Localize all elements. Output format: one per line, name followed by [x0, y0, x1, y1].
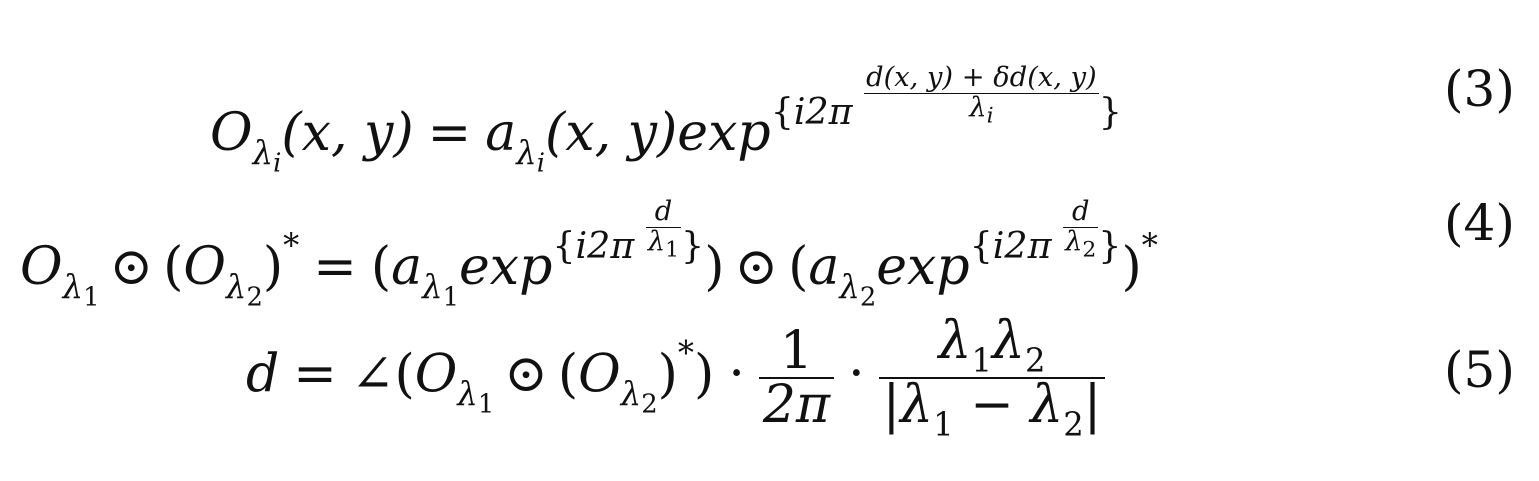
eq4-exponent-1: {i2π d λ1 }: [552, 196, 705, 267]
equation-5-body: $d = \angle(O_{\lambda_1}⊙$ $(O_{\lambda_2})^*$) · $\frac{1}{2\pi}$ · $\frac{\lambda_1\lambda_2}{|\lambda_1 - \lambda_2|}$: [246, 315, 1105, 441]
eq3-exp: exp: [677, 103, 771, 164]
equation-4-body: $O_{\lambda_1}⊙$ $(O_{\lambda_2})^* = (a_{\lambda_1}\exp^{\{i2\pi \frac{d}{\lambda_1} \}})$ ⊙ $(a_{\lambda_2}\exp^{\{i2\pi \frac{d}{\lambda_2} \}})^*$: [20, 196, 1158, 313]
equation-number-3: (3): [1444, 60, 1515, 118]
eq3-xy-right: (x, y): [544, 103, 678, 164]
eq3-equals: =: [427, 103, 472, 164]
equation-3-body: $O_{\lambda_i}(x$, $y) = a_{\lambda_i}(x$, $y)\exp^{\{i2\pi \frac{d(x, y) + \delta d(x, y)}{\lambda_i} \}}$: [210, 62, 1122, 179]
eq5-fraction-1: $\frac{1}{2\pi}$: [759, 325, 834, 431]
eq5-angle: ∠: [350, 344, 395, 405]
eq3-xy-left: (x, y): [281, 103, 414, 164]
equation-number-5: (5): [1444, 341, 1515, 399]
eq5-fraction-2: $\frac{\lambda_1\lambda_2}{|\lambda_1 - \lambda_2|}$: [879, 315, 1106, 441]
equation-number-4: (4): [1444, 194, 1515, 252]
eq4-exponent-2: {i2π d λ2 }: [969, 196, 1122, 267]
eq3-a: a: [485, 103, 517, 164]
eq3-exp-numerator: d(x, y) + δd(x, y): [866, 62, 1097, 93]
equation-5: [0, 305, 1539, 455]
equation-3: [0, 50, 1539, 179]
eq3-exponent: {i2π d(x, y) + δd(x, y) λi }: [770, 62, 1122, 133]
equation-4: [0, 180, 1539, 313]
eq4-odot-1: ⊙: [109, 237, 154, 298]
eq4-odot-2: ⊙: [734, 237, 779, 298]
eq3-O: O: [210, 103, 253, 164]
